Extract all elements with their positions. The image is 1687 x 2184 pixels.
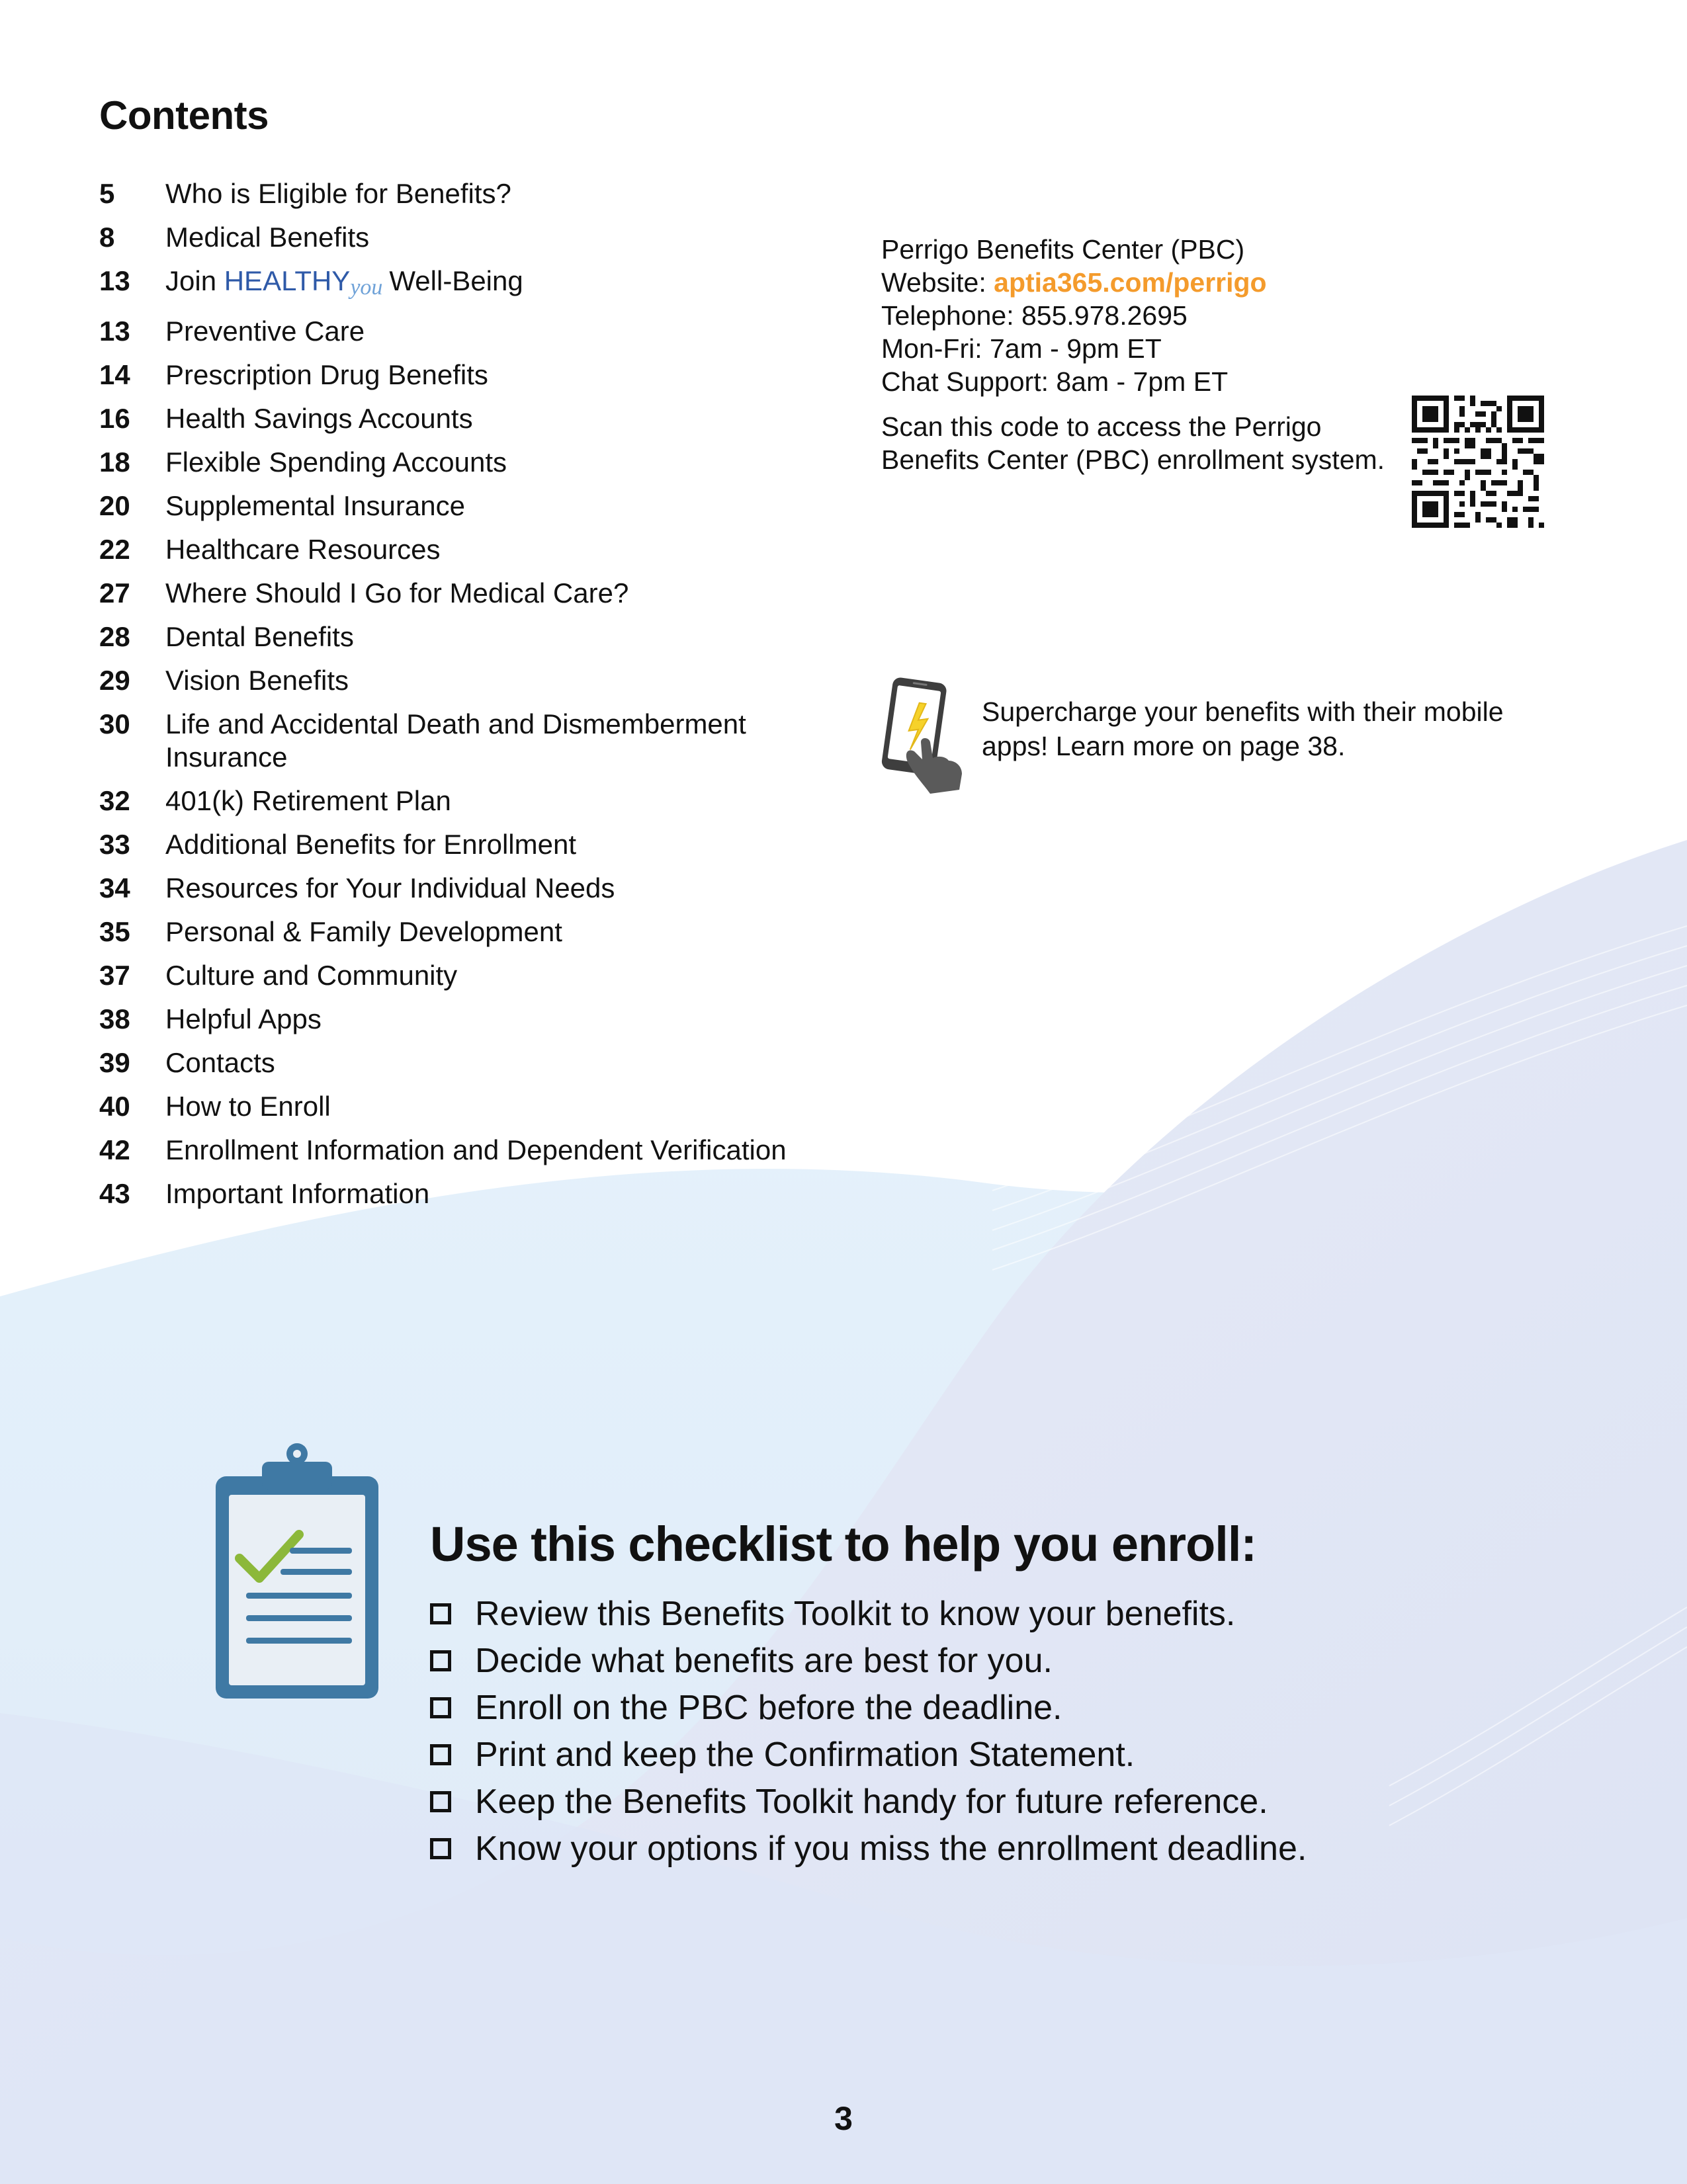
pbc-name: Perrigo Benefits Center (PBC) bbox=[881, 234, 1245, 265]
toc-item[interactable] bbox=[99, 221, 860, 254]
toc-page-number: 27 bbox=[99, 577, 130, 609]
healthy-brand-text: HEALTHY bbox=[224, 265, 351, 296]
checkbox[interactable] bbox=[430, 1603, 451, 1624]
toc-title-prefix: Join bbox=[165, 265, 224, 296]
page-number: 3 bbox=[834, 2100, 853, 2137]
toc-title: Personal & Family Development bbox=[165, 916, 562, 947]
checklist-heading: Use this checklist to help you enroll: bbox=[430, 1517, 1257, 1572]
toc-title: Who is Eligible for Benefits? bbox=[165, 178, 511, 209]
toc-title: Flexible Spending Accounts bbox=[165, 446, 507, 478]
website-link[interactable]: aptia365.com/perrigo bbox=[994, 267, 1267, 298]
pbc-contact-block bbox=[881, 233, 1384, 398]
toc-item[interactable] bbox=[99, 915, 860, 948]
checklist-item bbox=[430, 1684, 1555, 1731]
pbc-website-line bbox=[881, 266, 1384, 299]
toc-page-number: 35 bbox=[99, 916, 130, 947]
toc-page-number: 37 bbox=[99, 960, 130, 991]
toc-title-suffix: Well-Being bbox=[389, 265, 523, 296]
toc-title: Where Should I Go for Medical Care? bbox=[165, 577, 629, 609]
checklist-item-label: Know your options if you miss the enrollment deadline. bbox=[475, 1829, 1307, 1868]
toc-page-number: 13 bbox=[99, 265, 130, 296]
pbc-chat-hours: Chat Support: 8am - 7pm ET bbox=[881, 366, 1229, 397]
toc-item[interactable] bbox=[99, 402, 860, 435]
pbc-telephone: Telephone: 855.978.2695 bbox=[881, 300, 1188, 331]
checklist-item bbox=[430, 1731, 1555, 1778]
checklist-item bbox=[430, 1590, 1555, 1637]
toc-item[interactable] bbox=[99, 1134, 860, 1167]
website-label: Website: bbox=[881, 267, 994, 298]
checklist-item-label: Print and keep the Confirmation Statement. bbox=[475, 1735, 1135, 1774]
mobile-apps-note: Supercharge your benefits with their mobile apps! Learn more on page 38. bbox=[982, 696, 1504, 761]
toc-page-number: 5 bbox=[99, 178, 115, 209]
toc-page-number: 29 bbox=[99, 665, 130, 696]
toc-item[interactable] bbox=[99, 1177, 860, 1210]
checkbox[interactable] bbox=[430, 1697, 451, 1718]
toc-title: Healthcare Resources bbox=[165, 534, 441, 565]
toc-title: Vision Benefits bbox=[165, 665, 349, 696]
toc-page-number: 30 bbox=[99, 708, 130, 739]
toc-item[interactable] bbox=[99, 315, 860, 348]
toc-title: Culture and Community bbox=[165, 960, 458, 991]
toc-page-number: 13 bbox=[99, 315, 130, 347]
toc-item[interactable] bbox=[99, 664, 860, 697]
toc-title: Prescription Drug Benefits bbox=[165, 359, 488, 390]
toc-page-number: 18 bbox=[99, 446, 130, 478]
checklist-item bbox=[430, 1825, 1555, 1872]
toc-page-number: 16 bbox=[99, 403, 130, 434]
toc-page-number: 14 bbox=[99, 359, 130, 390]
toc-title: Supplemental Insurance bbox=[165, 490, 465, 521]
checklist-item bbox=[430, 1637, 1555, 1684]
checklist-item-label: Review this Benefits Toolkit to know your benefits. bbox=[475, 1594, 1236, 1633]
checklist-item-label: Decide what benefits are best for you. bbox=[475, 1641, 1053, 1680]
toc-item[interactable] bbox=[99, 620, 860, 653]
checkbox[interactable] bbox=[430, 1791, 451, 1812]
toc-item[interactable] bbox=[99, 177, 860, 210]
toc-title: How to Enroll bbox=[165, 1091, 331, 1122]
toc-page-number: 32 bbox=[99, 785, 130, 816]
contents-heading: Contents bbox=[99, 93, 269, 138]
toc-item[interactable] bbox=[99, 489, 860, 523]
toc-title: Preventive Care bbox=[165, 315, 365, 347]
toc-page-number: 40 bbox=[99, 1091, 130, 1122]
toc-page-number: 39 bbox=[99, 1047, 130, 1078]
toc-page-number: 28 bbox=[99, 621, 130, 652]
toc-item[interactable] bbox=[99, 446, 860, 479]
checkbox[interactable] bbox=[430, 1744, 451, 1765]
toc-item[interactable] bbox=[99, 358, 860, 392]
checklist-item-label: Enroll on the PBC before the deadline. bbox=[475, 1688, 1062, 1727]
toc-title: Medical Benefits bbox=[165, 222, 370, 253]
toc-item[interactable] bbox=[99, 708, 860, 774]
toc-page-number: 33 bbox=[99, 829, 130, 860]
checklist-item-label: Keep the Benefits Toolkit handy for future reference. bbox=[475, 1782, 1268, 1821]
table-of-contents bbox=[99, 177, 860, 1221]
qr-code-icon[interactable] bbox=[1412, 396, 1544, 528]
toc-page-number: 38 bbox=[99, 1003, 130, 1034]
toc-item[interactable] bbox=[99, 1003, 860, 1036]
toc-item[interactable] bbox=[99, 577, 860, 610]
toc-item[interactable] bbox=[99, 533, 860, 566]
toc-item[interactable] bbox=[99, 784, 860, 818]
qr-scan-instructions: Scan this code to access the Perrigo Benefits Center (PBC) enrollment system. bbox=[881, 411, 1385, 475]
toc-page-number: 34 bbox=[99, 872, 130, 903]
toc-title: Contacts bbox=[165, 1047, 275, 1078]
toc-title: Additional Benefits for Enrollment bbox=[165, 829, 576, 860]
you-brand-text: you bbox=[350, 275, 383, 300]
checkbox[interactable] bbox=[430, 1650, 451, 1671]
toc-title: 401(k) Retirement Plan bbox=[165, 785, 451, 816]
toc-title: Helpful Apps bbox=[165, 1003, 322, 1034]
mobile-phone-tap-icon bbox=[877, 677, 970, 796]
toc-item[interactable] bbox=[99, 959, 860, 992]
toc-page-number: 42 bbox=[99, 1134, 130, 1165]
clipboard-checklist-icon bbox=[212, 1442, 382, 1702]
toc-page-number: 22 bbox=[99, 534, 130, 565]
toc-page-number: 8 bbox=[99, 222, 115, 253]
toc-item[interactable] bbox=[99, 872, 860, 905]
toc-title: Life and Accidental Death and Dismemberment Insurance bbox=[165, 708, 746, 773]
toc-item[interactable] bbox=[99, 1090, 860, 1123]
pbc-hours: Mon-Fri: 7am - 9pm ET bbox=[881, 333, 1162, 364]
toc-page-number: 43 bbox=[99, 1178, 130, 1209]
enrollment-checklist bbox=[430, 1590, 1555, 1872]
checklist-item bbox=[430, 1778, 1555, 1825]
toc-item[interactable] bbox=[99, 265, 860, 304]
toc-title: Dental Benefits bbox=[165, 621, 354, 652]
toc-item[interactable] bbox=[99, 1046, 860, 1079]
toc-title: Enrollment Information and Dependent Verification bbox=[165, 1134, 787, 1165]
toc-title bbox=[165, 265, 860, 304]
toc-title: Important Information bbox=[165, 1178, 430, 1209]
checkbox[interactable] bbox=[430, 1838, 451, 1859]
toc-item[interactable] bbox=[99, 828, 860, 861]
toc-title: Health Savings Accounts bbox=[165, 403, 473, 434]
toc-title: Resources for Your Individual Needs bbox=[165, 872, 615, 903]
toc-page-number: 20 bbox=[99, 490, 130, 521]
